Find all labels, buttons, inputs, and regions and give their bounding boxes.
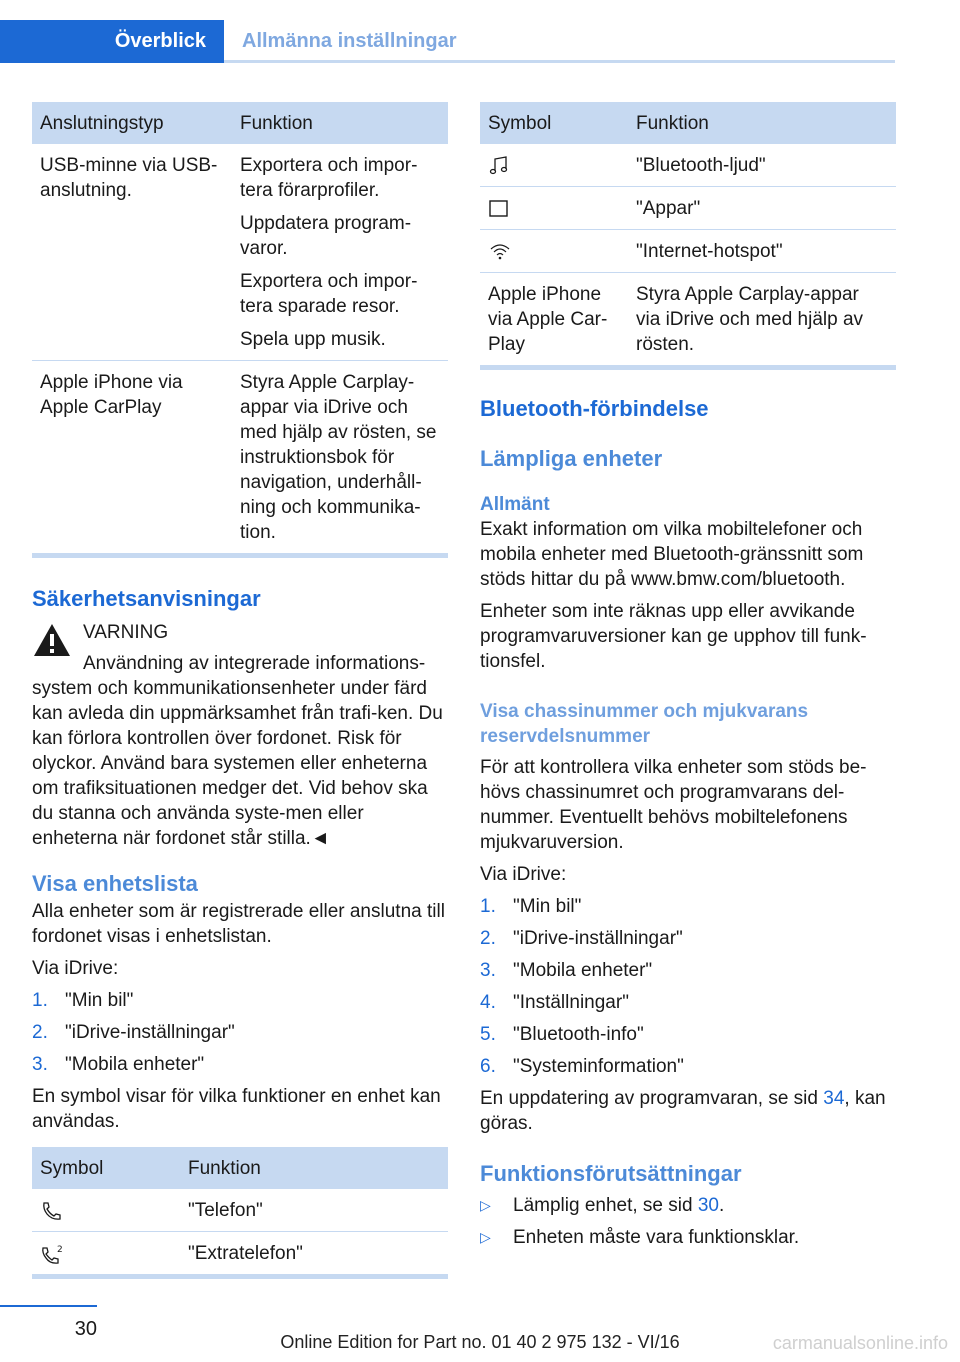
table-row [32, 361, 448, 554]
table-row [480, 187, 896, 230]
paragraph: Via iDrive: [480, 864, 567, 885]
table-header: Symbol [32, 1147, 180, 1189]
safety-heading: Säkerhetsanvisningar [32, 586, 261, 611]
step-text: "iDrive-inställningar" [65, 1022, 235, 1043]
list-item [480, 990, 896, 1015]
phone-icon [40, 1200, 62, 1222]
tab-general-settings[interactable]: Allmänna inställningar [242, 30, 457, 52]
table-row [32, 1189, 448, 1232]
table-cell: Apple iPhone via Apple CarPlay [40, 372, 183, 418]
list-item [32, 988, 448, 1013]
symbol-table [32, 1147, 448, 1274]
table-cell: "Bluetooth-ljud" [628, 144, 896, 187]
header-bar [0, 20, 895, 63]
general-heading: Allmänt [480, 494, 550, 515]
svg-text:2: 2 [57, 1245, 63, 1255]
table-cell [232, 144, 448, 361]
function-item: Exportera och impor-tera förarprofiler. [240, 155, 418, 201]
left-column [32, 102, 448, 1279]
list-item [480, 958, 896, 983]
steps-list [480, 894, 896, 1079]
table-row [32, 1232, 448, 1275]
function-item: Uppdatera program-varor. [240, 213, 412, 259]
table-end-rule [32, 1274, 448, 1279]
header-rule [224, 60, 895, 63]
text-span: Enheten måste vara funktionsklar. [513, 1227, 800, 1248]
paragraph: Via iDrive: [32, 958, 119, 979]
step-number: 5. [480, 1024, 496, 1045]
step-number: 1. [480, 896, 496, 917]
warning-text: system och kommunikationsenheter under färd kan avleda din uppmärksamhet från trafi-ken. Du kan förlora kontrollen över fordonet. Risk för olyckor. Använd bara systemen eller enheterna om trafiksituationen medger det. Vid behov ska du stanna och använda syste-men eller enheterna när fordonet står stilla.◄ [32, 678, 443, 849]
tab-overview[interactable]: Överblick [0, 20, 224, 63]
step-text: "Systeminformation" [513, 1056, 684, 1077]
wifi-icon [488, 241, 512, 263]
table-cell: "Appar" [628, 187, 896, 230]
step-number: 3. [32, 1054, 48, 1075]
table-cell: "Internet-hotspot" [628, 230, 896, 273]
step-number: 2. [32, 1022, 48, 1043]
table-row [480, 273, 896, 366]
triangle-bullet-icon: ▷ [480, 1229, 491, 1245]
list-item [32, 1020, 448, 1045]
warning-icon [32, 622, 72, 658]
step-number: 2. [480, 928, 496, 949]
step-text: "Min bil" [513, 896, 582, 917]
page-link-34[interactable]: 34 [823, 1088, 845, 1109]
paragraph: Enheter som inte räknas upp eller avvikande programvaruversioner kan ge upphov till funk-tionsfel. [480, 601, 867, 672]
symbol-table-2 [480, 102, 896, 365]
table-row [480, 144, 896, 187]
page-link-30[interactable]: 30 [697, 1195, 719, 1216]
device-list-heading: Visa enhetslista [32, 871, 198, 896]
list-item [480, 1054, 896, 1079]
list-item [480, 926, 896, 951]
table-row [480, 230, 896, 273]
prerequisites-list [480, 1193, 896, 1250]
table-cell: Styra Apple Carplay-appar via iDrive och med hjälp av rösten, se instruktionsbok för navigation, underhåll-ning och kommunika-tion. [240, 372, 437, 543]
prerequisites-heading: Funktionsförutsättningar [480, 1161, 742, 1186]
step-number: 6. [480, 1056, 496, 1077]
table-cell [32, 1189, 180, 1232]
function-item: Spela upp musik. [240, 329, 386, 350]
warning-box [32, 620, 448, 851]
suitable-devices-heading: Lämpliga enheter [480, 446, 663, 471]
list-item [480, 1022, 896, 1047]
step-text: "Mobila enheter" [65, 1054, 205, 1075]
phone-2-icon [40, 1243, 66, 1265]
step-text: "iDrive-inställningar" [513, 928, 683, 949]
table-header: Funktion [628, 102, 896, 144]
warning-title: VARNING [83, 622, 169, 643]
paragraph: Alla enheter som är registrerade eller anslutna till fordonet visas i enhetslistan. [32, 901, 445, 947]
paragraph: För att kontrollera vilka enheter som stöds be-hövs chassinumret och programvarans del-nummer. Eventuellt behövs mobiltelefonens mjukvaruversion. [480, 757, 867, 853]
music-note-icon [488, 155, 510, 177]
text-span: , kan göras. [480, 1088, 886, 1134]
function-item: Exportera och impor-tera sparade resor. [240, 271, 418, 317]
triangle-bullet-icon: ▷ [480, 1197, 491, 1213]
table-cell [480, 230, 628, 273]
watermark: carmanualsonline.info [772, 1333, 948, 1353]
paragraph [480, 1086, 896, 1136]
warning-text-first: Användning av integrerade informations- [83, 653, 426, 674]
list-item [480, 1225, 896, 1250]
step-number: 3. [480, 960, 496, 981]
page-number: 30 [74, 1318, 97, 1340]
square-icon [488, 198, 510, 220]
edition-text: Online Edition for Part no. 01 40 2 975 132 - VI/16 [280, 1332, 680, 1352]
step-number: 1. [32, 990, 48, 1011]
table-header: Funktion [232, 102, 448, 144]
step-number: 4. [480, 992, 496, 1013]
step-text: "Bluetooth-info" [513, 1024, 644, 1045]
table-cell [32, 1232, 180, 1275]
text-span: . [718, 1195, 725, 1216]
paragraph: Exakt information om vilka mobiltelefoner och mobila enheter med Bluetooth-gränssnitt som stöds hittar du på www.bmw.com/bluetooth. [480, 519, 864, 590]
connection-table [32, 102, 448, 553]
steps-list [32, 988, 448, 1077]
table-cell: "Extratelefon" [188, 1243, 303, 1264]
table-cell: "Telefon" [180, 1189, 448, 1232]
table-cell: Apple iPhone via Apple Car-Play [488, 284, 608, 355]
table-header: Funktion [180, 1147, 448, 1189]
step-text: "Mobila enheter" [513, 960, 653, 981]
list-item [32, 1052, 448, 1077]
table-cell: Styra Apple Carplay-appar via iDrive och med hjälp av rösten. [636, 284, 864, 355]
table-header: Anslutningstyp [32, 102, 232, 144]
chassis-heading: Visa chassinummer och mjukvarans reservdelsnummer [480, 701, 809, 747]
right-column [480, 102, 896, 1257]
list-item [480, 894, 896, 919]
step-text: "Inställningar" [513, 992, 629, 1013]
footer-rule [0, 1305, 97, 1307]
table-cell: USB-minne via USB-anslutning. [32, 144, 232, 361]
paragraph: En symbol visar för vilka funktioner en enhet kan användas. [32, 1086, 441, 1132]
text-span: En uppdatering av programvaran, se sid [480, 1088, 824, 1109]
list-item [480, 1193, 896, 1218]
table-cell [480, 187, 628, 230]
text-span: Lämplig enhet, se sid [513, 1195, 698, 1216]
table-header: Symbol [480, 102, 628, 144]
bluetooth-heading: Bluetooth-förbindelse [480, 396, 709, 421]
step-text: "Min bil" [65, 990, 134, 1011]
table-row [32, 144, 448, 361]
table-cell [480, 144, 628, 187]
